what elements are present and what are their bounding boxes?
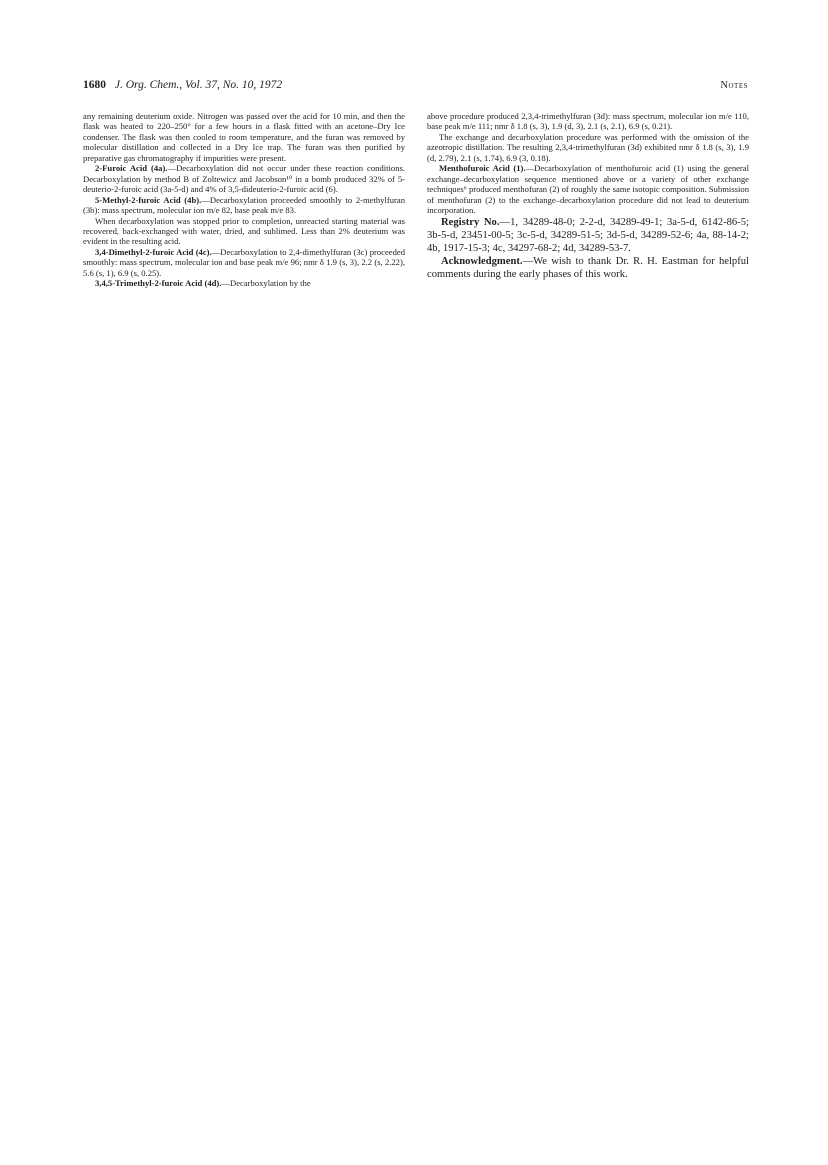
paragraph-procedure-end: any remaining deuterium oxide. Nitrogen was passed over the acid for 10 min, and then the flask was heated to 220–250° for a few hours in a flask fitted with an acetone–Dry Ice condenser. The flask was then cooled to room temperature, and the furan was removed by molecular distillation and collected in a Dry Ice trap. The furan was then purified by preparative gas chromatography if impurities were present. (83, 111, 405, 163)
subheading-2-furoic-acid: 2-Furoic Acid (4a). (95, 163, 168, 174)
paragraph-trimethylfuran-spectrum: above procedure produced 2,3,4-trimethylfuran (3d): mass spectrum, molecular ion m/e 110, base peak m/e 111; nmr δ 1.8 (s, 3), 1.9 (d, 3), 2.1 (s, 2.1), 6.9 (s, 0.21). (427, 111, 749, 132)
body-5-methyl-2-furoic-acid: —Decarboxylation proceeded smoothly to 2-methylfuran (3b): mass spectrum, molecular ion m/e 82, base peak m/e 83. (83, 194, 405, 216)
paragraph-3-4-dimethyl-2-furoic-acid (83, 247, 405, 278)
left-column (83, 111, 405, 289)
paragraph-back-exchange: When decarboxylation was stopped prior to completion, unreacted starting material was recovered, back-exchanged with water, dried, and sublimed. Less than 2% deuterium was evident in the resulting acid. (83, 215, 405, 247)
registry-numbers (427, 216, 749, 256)
paragraph-5-methyl-2-furoic-acid (83, 195, 405, 216)
body-menthofuroic-acid: —Decarboxylation of menthofuroic acid (1) using the general exchange–decarboxylation sequence mentioned above or a variety of other exchange techniques⁶ produced menthofuran (2) of roughly the same isotopic composition. Submission of menthofuran (2) to the exchange–decarboxylation procedure did not lead to deuterium incorporation. (427, 163, 749, 216)
acknowledgment (427, 255, 749, 281)
subheading-5-methyl-2-furoic-acid: 5-Methyl-2-furoic Acid (4b). (95, 194, 202, 205)
header-citation (83, 79, 282, 91)
section-label: Notes (720, 80, 748, 91)
paragraph-menthofuroic-acid (427, 163, 749, 215)
page-header (83, 79, 748, 95)
acknowledgment-text: —We wish to thank Dr. R. H. Eastman for helpful comments during the early phases of this work. (427, 256, 749, 281)
paragraph-2-furoic-acid (83, 163, 405, 194)
right-column (427, 111, 749, 282)
subheading-3-4-5-trimethyl-2-furoic-acid: 3,4,5-Trimethyl-2-furoic Acid (4d). (95, 278, 222, 289)
registry-label: Registry No. (441, 216, 500, 228)
subheading-3-4-dimethyl-2-furoic-acid: 3,4-Dimethyl-2-furoic Acid (4c). (95, 246, 212, 257)
body-3-4-5-trimethyl-2-furoic-acid: —Decarboxylation by the (221, 278, 311, 289)
body-2-furoic-acid: —Decarboxylation did not occur under these reaction conditions. Decarboxylation by method B of Zoltewicz and Jacobson¹⁰ in a bomb produced 32% of 5-deuterio-2-furoic acid (3a-5-d) and 4% of 3,5-dideuterio-2-furoic acid (6). (83, 163, 405, 195)
journal-title: J. Org. Chem., Vol. 37, No. 10, 1972 (114, 79, 283, 91)
paragraph-3-4-5-trimethyl-2-furoic-acid (83, 278, 405, 288)
subheading-menthofuroic-acid: Menthofuroic Acid (1). (439, 163, 526, 174)
body-3-4-dimethyl-2-furoic-acid: —Decarboxylation to 2,4-dimethylfuran (3c) proceeded smoothly: mass spectrum, molecular ion and base peak m/e 96; nmr δ 1.9 (s, 3), 2.2 (s, 2.22), 5.6 (s, 1), 6.9 (s, 0.25). (83, 246, 405, 278)
registry-list: —1, 34289-48-0; 2-2-d, 34289-49-1; 3a-5-d, 6142-86-5; 3b-5-d, 23451-00-5; 3c-5-d, 34289-51-5; 3d-5-d, 34289-52-6; 4a, 88-14-2; 4b, 1917-15-3; 4c, 34297-68-2; 4d, 34289-53-7. (427, 216, 749, 254)
acknowledgment-label: Acknowledgment. (441, 256, 523, 268)
paragraph-exchange-procedure: The exchange and decarboxylation procedure was performed with the omission of the azeotropic distillation. The resulting 2,3,4-trimethylfuran (3d) exhibited nmr δ 1.8 (s, 3), 1.9 (d, 2.79), 2.1 (s, 1.74), 6.9 (3, 0.18). (427, 131, 749, 163)
page-number: 1680 (83, 79, 106, 91)
